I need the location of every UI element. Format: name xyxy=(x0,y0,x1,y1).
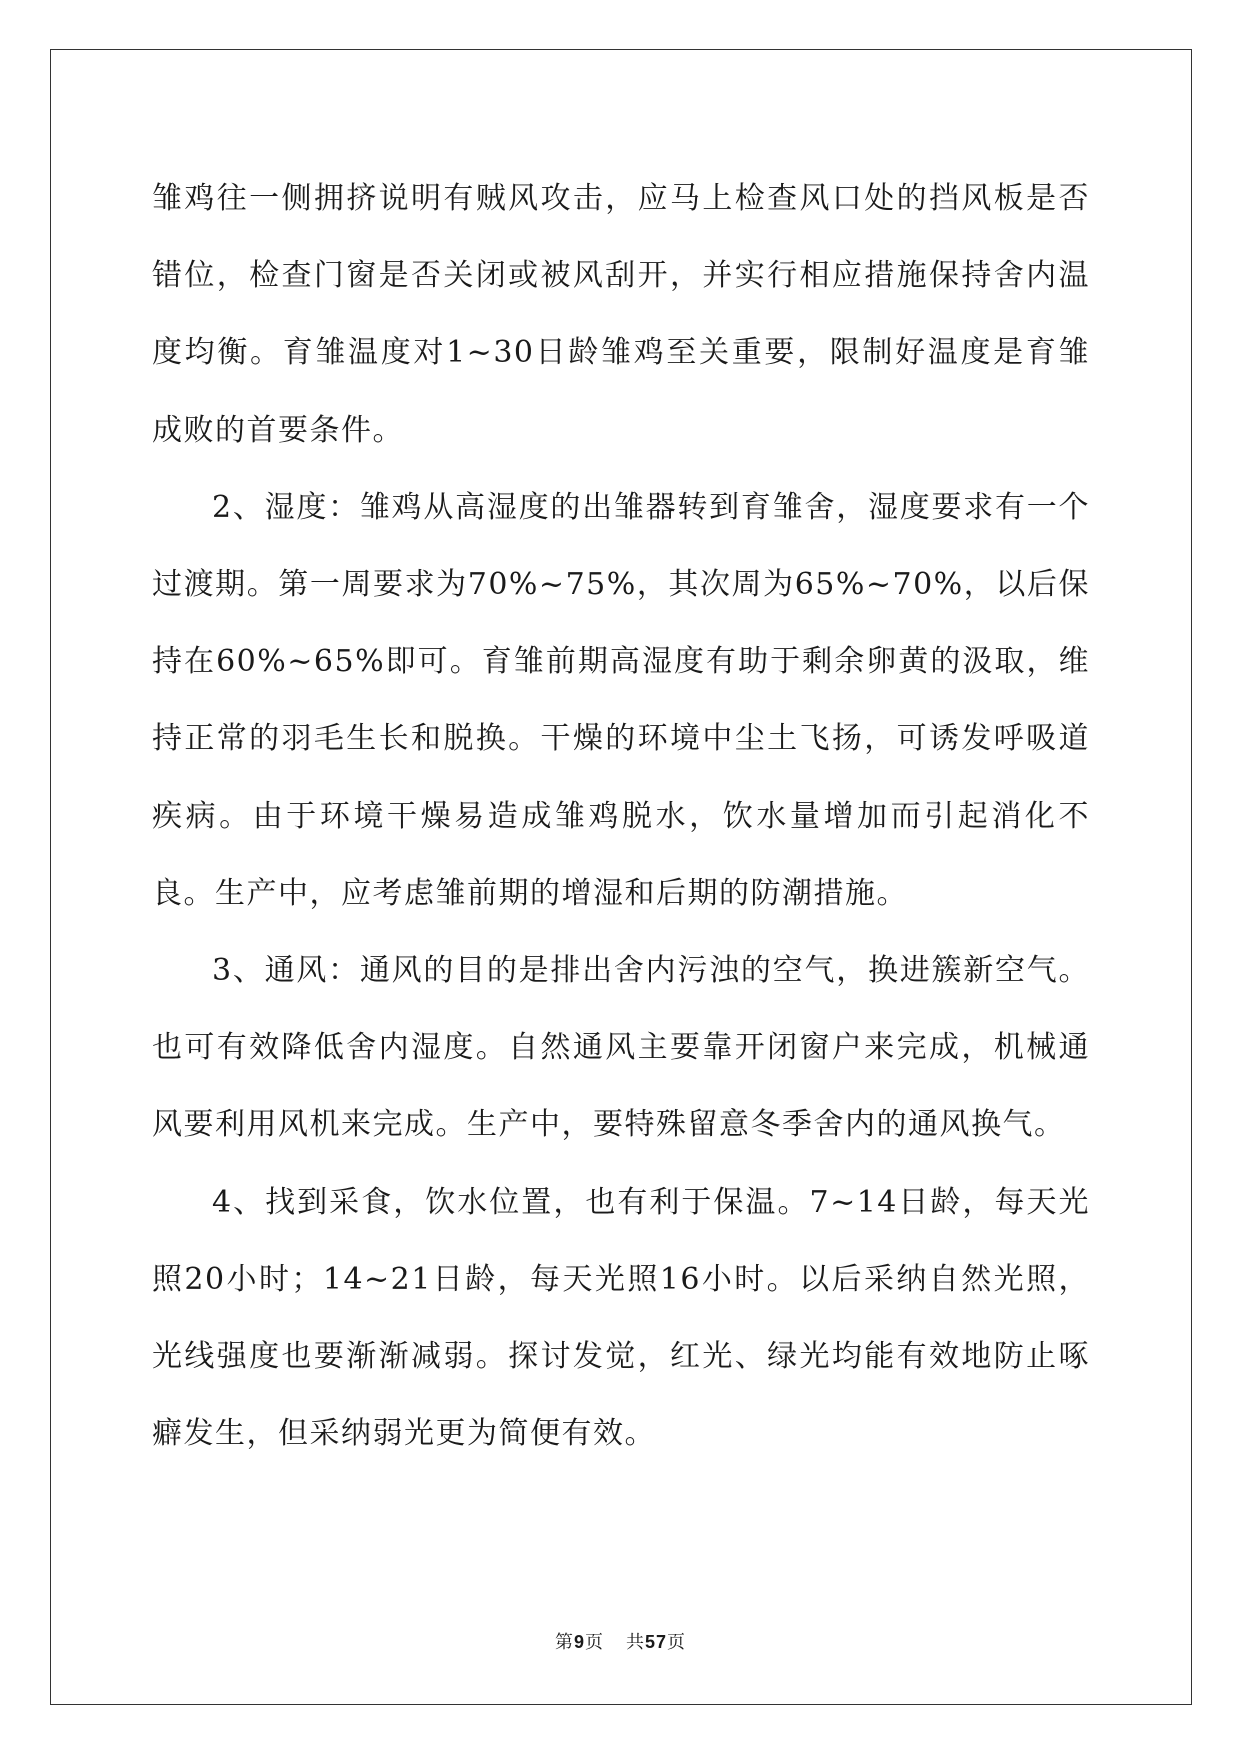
page-suffix: 页 xyxy=(584,1632,604,1653)
page-prefix: 第 xyxy=(554,1632,574,1653)
document-body xyxy=(152,160,1090,1472)
paragraph-ventilation: 3、通风：通风的目的是排出舍内污浊的空气，换进簇新空气。也可有效降低舍内湿度。自然通风主要靠开闭窗户来完成，机械通风要利用风机来完成。生产中，要特殊留意冬季舍内的通风换气。 xyxy=(152,953,1090,1143)
total-prefix: 共 xyxy=(625,1632,645,1653)
page-footer xyxy=(0,1628,1241,1654)
page-number: 9 xyxy=(573,1632,585,1652)
total-pages: 57 xyxy=(644,1632,668,1652)
paragraph-temperature-continued: 雏鸡往一侧拥挤说明有贼风攻击，应马上检查风口处的挡风板是否错位，检查门窗是否关闭或被风刮开，并实行相应措施保持舍内温度均衡。育雏温度对1~30日龄雏鸡至关重要，限制好温度是育雏成败的首要条件。 xyxy=(152,181,1090,448)
total-suffix: 页 xyxy=(667,1632,687,1653)
paragraph-humidity: 2、湿度：雏鸡从高湿度的出雏器转到育雏舍，湿度要求有一个过渡期。第一周要求为70%~75%，其次周为65%~70%，以后保持在60%~65%即可。育雏前期高湿度有助于剩余卵黄的汲取，维持正常的羽毛生长和脱换。干燥的环境中尘土飞扬，可诱发呼吸道疾病。由于环境干燥易造成雏鸡脱水，饮水量增加而引起消化不良。生产中，应考虑雏前期的增湿和后期的防潮措施。 xyxy=(152,489,1090,911)
paragraph-lighting: 4、找到采食，饮水位置，也有利于保温。7~14日龄，每天光照20小时；14~21日龄，每天光照16小时。以后采纳自然光照，光线强度也要渐渐减弱。探讨发觉，红光、绿光均能有效地防止啄癖发生，但采纳弱光更为简便有效。 xyxy=(152,1184,1090,1452)
